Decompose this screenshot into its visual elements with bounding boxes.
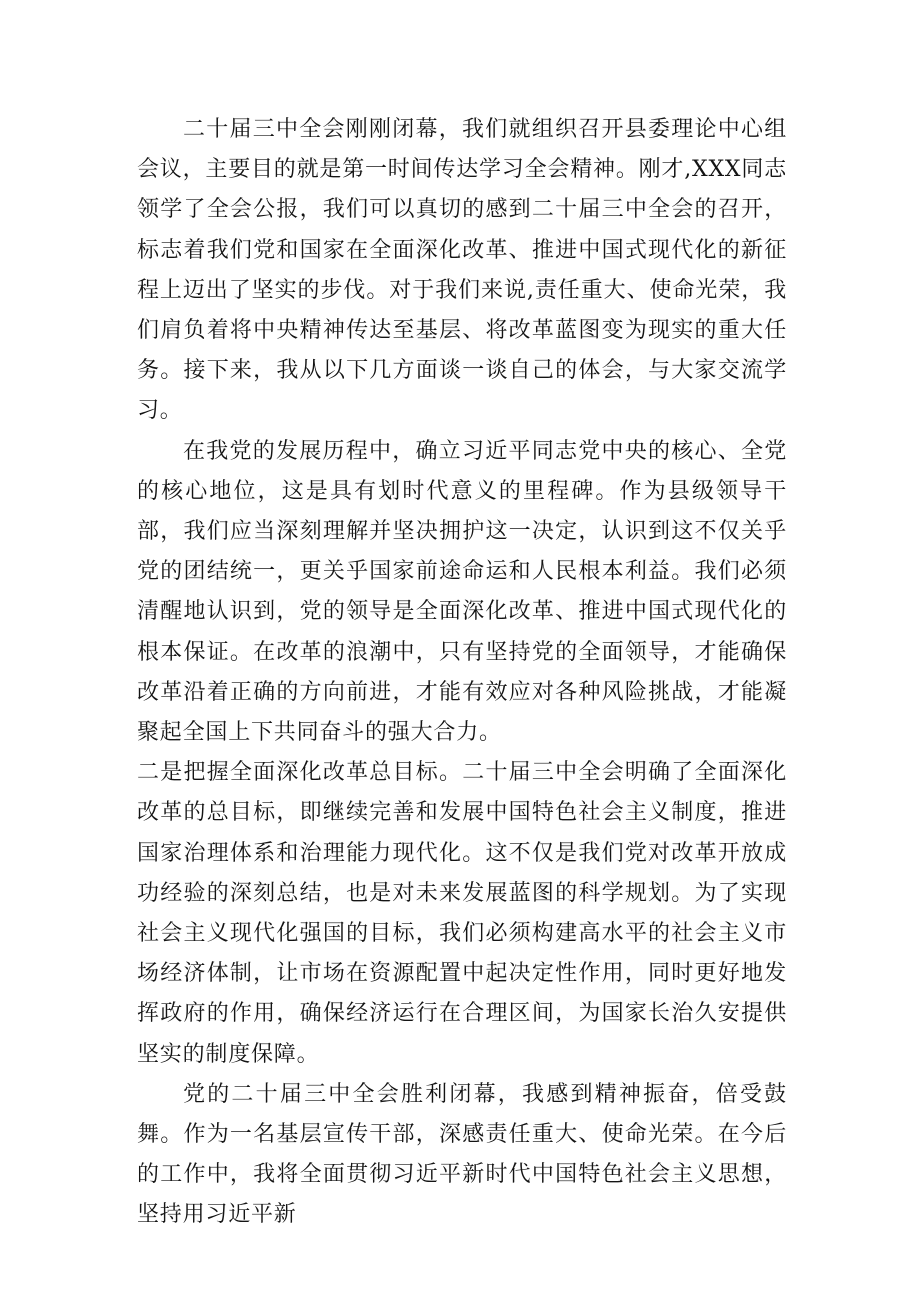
paragraph-3: 二是把握全面深化改革总目标。二十届三中全会明确了全面深化改革的总目标，即继续完善和发展中国特色社会主义制度，推进国家治理体系和治理能力现代化。这不仅是我们党对改革开放成功经验的深刻总结，也是对未来发展蓝图的科学规划。为了实现社会主义现代化强国的目标，我们必须构建高水平的社会主义市场经济体制，让市场在资源配置中起决定性作用，同时更好地发挥政府的作用，确保经济运行在合理区间，为国家长治久安提供坚实的制度保障。 [137, 760, 787, 1067]
paragraph-4: 党的二十届三中全会胜利闭幕，我感到精神振奋，倍受鼓舞。作为一名基层宣传干部，深感责任重大、使命光荣。在今后的工作中，我将全面贯彻习近平新时代中国特色社会主义思想，坚持用习近平新 [137, 1081, 787, 1228]
document-body [137, 110, 787, 1236]
paragraph-2: 在我党的发展历程中，确立习近平同志党中央的核心、全党的核心地位，这是具有划时代意义的里程碑。作为县级领导干部，我们应当深刻理解并坚决拥护这一决定，认识到这不仅关乎党的团结统一，更关乎国家前途命运和人民根本利益。我们必须清醒地认识到，党的领导是全面深化改革、推进中国式现代化的根本保证。在改革的浪潮中，只有坚持党的全面领导，才能确保改革沿着正确的方向前进，才能有效应对各种风险挑战，才能凝聚起全国上下共同奋斗的强大合力。 [137, 438, 787, 746]
paragraph-1: 二十届三中全会刚刚闭幕，我们就组织召开县委理论中心组会议，主要目的就是第一时间传达学习全会精神。刚才,XXX同志领学了全会公报，我们可以真切的感到二十届三中全会的召开，标志着我们党和国家在全面深化改革、推进中国式现代化的新征程上迈出了坚实的步伐。对于我们来说,责任重大、使命光荣，我们肩负着将中央精神传达至基层、将改革蓝图变为现实的重大任务。接下来，我从以下几方面谈一谈自己的体会，与大家交流学习。 [137, 117, 787, 424]
